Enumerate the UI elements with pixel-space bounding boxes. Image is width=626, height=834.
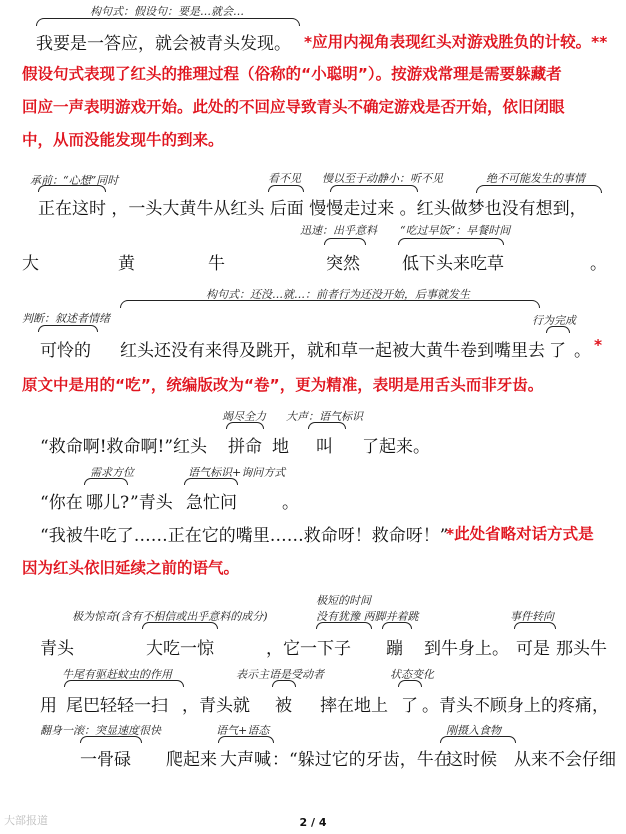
text-word: 哪儿? [86, 493, 130, 513]
text-word: 可怜的 [40, 341, 91, 361]
red-comment: 原文中是用的“吃”，统编版改为“卷”，更为精准，表明是用舌头而非牙齿。 [22, 376, 544, 394]
text-word: 了 [549, 341, 566, 361]
red-comment: 中，从而没能发现牛的到来。 [22, 131, 224, 149]
text-word: 。青头不顾身上的疼痛， [422, 696, 609, 716]
text-word: 青头 [40, 639, 74, 659]
text-line: 正在这时 ，一头大黄牛从红头 后面 慢慢走过来 。红头做梦也没有想到， [38, 199, 587, 219]
red-comment: 回应一声表明游戏开始。此处的不回应导致青头不确定游戏是否开始，依旧闭眼 [22, 98, 565, 116]
text-word: 用 [40, 696, 57, 716]
annotation: 语气+语态 [216, 724, 270, 737]
text-word: 了起来。 [362, 437, 430, 457]
annotation: 刚摄入食物 [446, 724, 501, 737]
text-word: 一骨碌 [80, 750, 131, 770]
bracket [184, 478, 238, 485]
annotation: 慢以至于动静小：听不见 [322, 172, 443, 185]
red-comment: *应用内视角表现红头对游戏胜负的计较。** [304, 33, 608, 51]
annotation: 表示主语是受动者 [236, 668, 324, 681]
bracket [476, 185, 602, 193]
annotation: 迅速：出乎意料 [300, 224, 377, 237]
text-word: 尾巴轻轻一扫 [66, 696, 168, 716]
text-line: 红头还没有来得及跳开，就和草一起被大黄牛卷到嘴里去 [120, 341, 545, 361]
bracket [218, 736, 274, 743]
text-word: 摔在地上 [320, 696, 388, 716]
annotation: 语气标识+询问方式 [188, 466, 286, 479]
text-word: 牛 [208, 254, 225, 274]
text-word: 到牛身上。 [424, 639, 509, 659]
annotation: 行为完成 [532, 314, 576, 327]
red-comment: * [594, 336, 603, 354]
bracket [316, 622, 372, 629]
text-word: 急忙问 [186, 493, 237, 513]
annotation: 绝不可能发生的事情 [486, 172, 585, 185]
annotation: 承前：“心想”同时 [30, 174, 119, 187]
annotation: 构句式：假设句：要是…就会… [90, 5, 244, 18]
watermark: 大部报道 [4, 814, 48, 827]
text-word: ，它一下子 [266, 639, 351, 659]
annotation: 状态变化 [390, 668, 434, 681]
text-word: 了 [401, 696, 418, 716]
text-word: 。 [282, 493, 299, 513]
text-word: 低下头来吃草 [402, 254, 504, 274]
bracket [514, 622, 556, 629]
bracket [272, 680, 296, 687]
text-word: 爬起来 [166, 750, 217, 770]
bracket [38, 185, 106, 192]
bracket [38, 325, 98, 332]
annotation: 需求方位 [90, 466, 134, 479]
text-word: 从来不会仔细 [514, 750, 616, 770]
red-comment: 假设句式表现了红头的推理过程（俗称的“小聪明”）。按游戏常理是需要躲藏者 [22, 65, 562, 83]
bracket [226, 422, 264, 429]
text-word: 大声喊 [220, 750, 271, 770]
text-word: 这时候 [446, 750, 497, 770]
text-word: 。 [574, 341, 591, 361]
text-word: 被 [275, 696, 292, 716]
text-word: “你在 [40, 493, 83, 513]
bracket [36, 18, 300, 26]
bracket [546, 326, 570, 333]
bracket [440, 736, 516, 743]
text-word: 突然 [326, 254, 360, 274]
text-word: 可是 [516, 639, 550, 659]
annotation: “吃过早饭”：早餐时间 [400, 224, 511, 237]
text-word: ”青头 [130, 493, 173, 513]
text-word: 蹦 [386, 639, 403, 659]
bracket [120, 300, 540, 308]
red-comment: *此处省略对话方式是 [446, 525, 594, 543]
annotation: 大声：语气标识 [286, 410, 363, 423]
annotation: 极为惊奇(含有不相信或出乎意料的成分) [72, 610, 268, 623]
annotation: 极短的时间 [316, 594, 371, 607]
annotation: 事件转向 [510, 610, 554, 623]
annotation: 竭尽全力 [222, 410, 266, 423]
annotation: 牛尾有驱赶蚊虫的作用 [62, 668, 172, 681]
text-line: “我被牛吃了……正在它的嘴里……救命呀！救命呀！” [40, 526, 449, 546]
bracket [324, 238, 366, 245]
text-word: 大 [22, 254, 39, 274]
annotation: 构句式：还没…就…：前者行为还没开始，后事就发生 [206, 288, 470, 301]
text-word: 拼命 [228, 437, 262, 457]
text-word: ，青头就 [182, 696, 250, 716]
annotation: 没有犹豫 两脚并着跳 [316, 610, 419, 623]
annotation: 看不见 [268, 172, 301, 185]
text-word: 黄 [118, 254, 135, 274]
bracket [142, 622, 218, 629]
text-word: 地 [272, 437, 289, 457]
bracket [84, 478, 128, 485]
bracket [382, 622, 412, 629]
text-word: 叫 [316, 437, 333, 457]
text-line: “救命啊!救命啊!”红头 [40, 437, 208, 457]
red-comment: 因为红头依旧延续之前的语气。 [22, 559, 240, 577]
text-word: 那头牛 [556, 639, 607, 659]
annotation: 翻身一滚：突显速度很快 [40, 724, 161, 737]
bracket [80, 736, 142, 743]
text-line: ：“躲过它的牙齿，牛在 [272, 750, 451, 770]
bracket [64, 680, 184, 687]
page-number: 2 / 4 [299, 816, 327, 829]
text-word: 大吃一惊 [146, 639, 214, 659]
annotation: 判断：叙述者情绪 [22, 312, 110, 325]
bracket [398, 680, 422, 687]
bracket [330, 185, 418, 192]
bracket [268, 185, 304, 192]
bracket [308, 422, 346, 429]
bracket [398, 238, 504, 245]
text-word: 。 [590, 254, 607, 274]
text-line: 我要是一答应，就会被青头发现。 [36, 34, 291, 54]
